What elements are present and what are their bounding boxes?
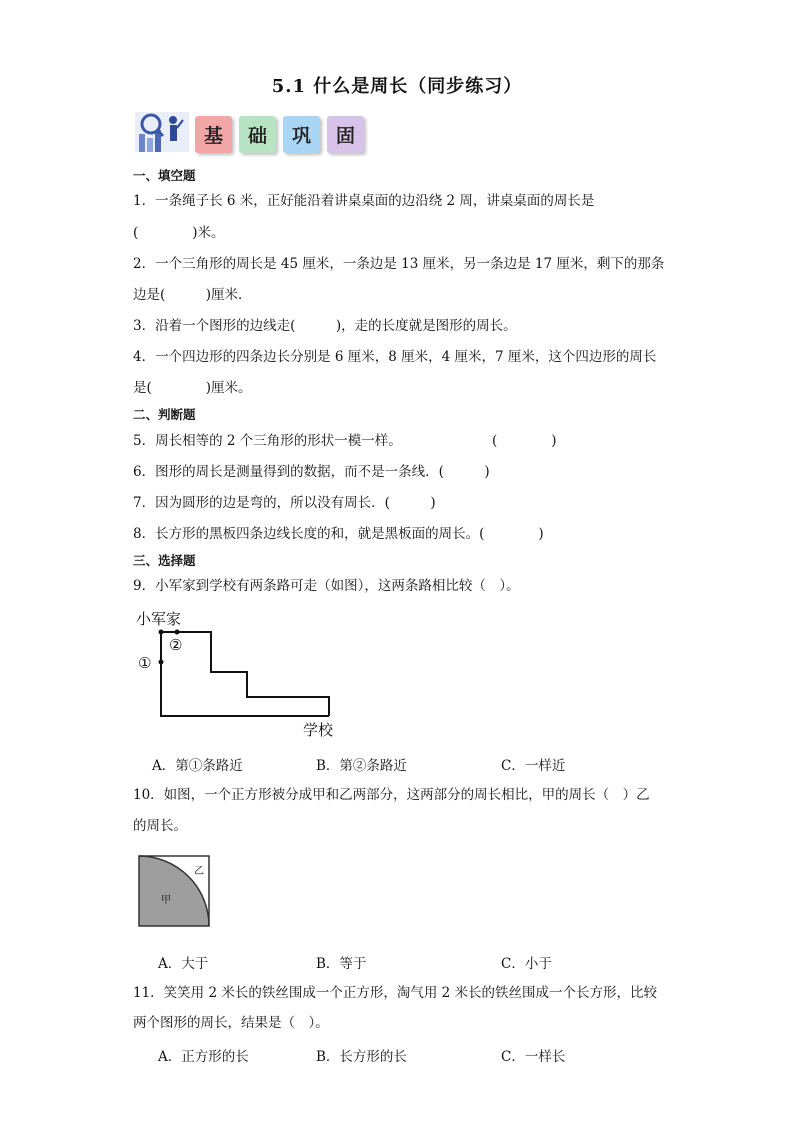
section-banner [133, 108, 373, 156]
route-diagram [133, 604, 343, 740]
route-2-path [161, 632, 329, 716]
question-10-option-b[interactable]: B．等于 [316, 956, 367, 972]
question-6: 6．图形的周长是测量得到的数据，而不是一条线．( ) [133, 464, 490, 480]
question-9-option-c[interactable]: C．一样近 [501, 758, 566, 774]
section-heading-multiple-choice: 三、选择题 [133, 553, 196, 568]
question-10-line-2: 的周长。 [133, 818, 187, 834]
route-2-point [175, 630, 180, 635]
question-11-line-1: 11．笑笑用 2 米长的铁丝围成一个正方形，淘气用 2 米长的铁丝围成一个长方形，比较 [133, 985, 658, 1001]
question-9: 9．小军家到学校有两条路可走（如图），这两条路相比较（ ）。 [133, 578, 520, 594]
question-1-line-1: 1．一条绳子长 6 米，正好能沿着讲桌桌面的边沿绕 2 周，讲桌桌面的周长是 [133, 193, 595, 209]
part-a-label: 甲 [161, 895, 171, 906]
question-8: 8．长方形的黑板四条边线长度的和，就是黑板面的周长。( ) [133, 526, 544, 542]
magnifier-person-icon [133, 108, 191, 156]
home-label: 小军家 [136, 610, 182, 628]
question-10-line-1: 10．如图，一个正方形被分成甲和乙两部分，这两部分的周长相比，甲的周长（ ）乙 [133, 787, 650, 803]
question-1-line-2: ( )米。 [133, 225, 225, 241]
question-9-option-b[interactable]: B．第②条路近 [316, 758, 407, 774]
question-9-option-a[interactable]: A．第①条路近 [152, 758, 243, 774]
section-heading-true-false: 二、判断题 [133, 407, 196, 422]
question-2-line-1: 2．一个三角形的周长是 45 厘米，一条边是 13 厘米，另一条边是 17 厘米，剩下的那条 [133, 256, 665, 272]
question-4-line-2: 是( )厘米。 [133, 380, 252, 396]
route-1-path [161, 632, 329, 716]
question-11-option-b[interactable]: B．长方形的长 [316, 1049, 407, 1065]
route-2-label: ② [169, 636, 183, 654]
question-11-option-a[interactable]: A．正方形的长 [158, 1049, 249, 1065]
question-10-option-c[interactable]: C．小于 [501, 956, 552, 972]
route-1-point [159, 660, 164, 665]
question-5-blank: ( ) [492, 433, 557, 449]
banner-tile-1: 基 [195, 116, 232, 153]
route-1-label: ① [138, 654, 152, 672]
home-point [159, 630, 164, 635]
question-4-line-1: 4．一个四边形的四条边长分别是 6 厘米，8 厘米，4 厘米，7 厘米，这个四边形的周长 [133, 349, 657, 365]
question-11-line-2: 两个图形的周长，结果是（ ）。 [133, 1015, 329, 1031]
question-11-option-c[interactable]: C．一样长 [501, 1049, 566, 1065]
question-5: 5．周长相等的 2 个三角形的形状一模一样。 [133, 433, 402, 449]
banner-tile-3: 巩 [283, 116, 320, 153]
question-10-option-a[interactable]: A．大于 [158, 956, 209, 972]
school-label: 学校 [303, 721, 334, 739]
banner-tile-2: 础 [239, 116, 276, 153]
question-3: 3．沿着一个图形的边线走( )，走的长度就是图形的周长。 [133, 318, 517, 334]
banner-tile-4: 固 [327, 116, 364, 153]
part-b-label: 乙 [194, 866, 204, 877]
section-heading-fill-blank: 一、填空题 [133, 168, 196, 183]
question-2-line-2: 边是( )厘米． [133, 287, 252, 303]
page-title: 5.1 什么是周长（同步练习） [271, 76, 523, 97]
question-7: 7．因为圆形的边是弯的，所以没有周长．( ) [133, 495, 436, 511]
question-9-figure [133, 604, 343, 740]
question-10-figure [138, 855, 210, 927]
